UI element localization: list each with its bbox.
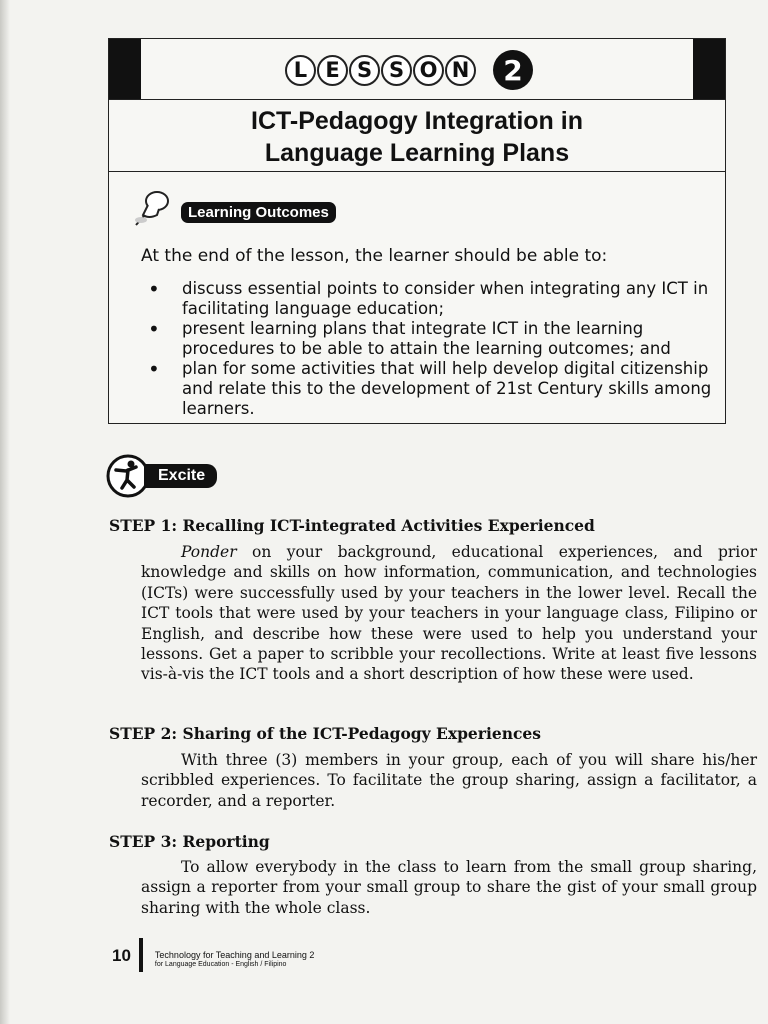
learning-outcomes-header bbox=[131, 187, 336, 231]
lesson-banner bbox=[109, 39, 725, 100]
lesson-letter: N bbox=[445, 55, 476, 86]
step-1-heading: STEP 1: Recalling ICT-integrated Activities Experienced bbox=[109, 516, 595, 535]
footer-divider bbox=[139, 938, 143, 972]
step-2-text bbox=[141, 750, 757, 811]
list-item: • discuss essential points to consider when integrating any ICT in facilitating language education; bbox=[141, 279, 721, 319]
lesson-letter: E bbox=[317, 55, 348, 86]
lesson-title-line: Language Learning Plans bbox=[264, 139, 570, 167]
lesson-label bbox=[285, 50, 533, 90]
step-2-heading: STEP 2: Sharing of the ICT-Pedagogy Experiences bbox=[109, 724, 542, 743]
page-number: 10 bbox=[112, 946, 131, 965]
banner-right-block bbox=[693, 39, 725, 99]
lesson-letter: O bbox=[413, 55, 444, 86]
lesson-letter: S bbox=[349, 55, 380, 86]
step-3-body: To allow everybody in the class to learn from the small group sharing, assign a reporter from your small group to share the gist of your small group sharing with the whole class. bbox=[141, 858, 757, 917]
step-3-text bbox=[141, 857, 757, 918]
excite-badge: Excite bbox=[144, 464, 217, 488]
page-spine-shadow bbox=[0, 0, 10, 1024]
banner-left-block bbox=[109, 39, 141, 99]
lesson-title-line: ICT-Pedagogy Integration in bbox=[251, 107, 583, 135]
footer-line-2: for Language Education - English / Filipino bbox=[154, 961, 287, 968]
footer-line-1: Technology for Teaching and Learning 2 bbox=[154, 950, 315, 960]
page-footer bbox=[112, 938, 314, 972]
footer-book-title bbox=[155, 950, 314, 970]
step-1-body: on your background, educational experiences, and prior knowledge and skills on how information, communication, and technologies (ICTs) were successfully used by your teachers in the lower level. Recall the ICT tools that were used by your teachers in your language class, Filipino or English, and describe how these were used to help you understand your lessons. Get a paper to scribble your recollections. Write at least five lessons vis-à-vis the ICT tools and a short description of how these were used. bbox=[141, 543, 757, 684]
outcomes-list bbox=[141, 279, 721, 419]
lesson-letter: S bbox=[381, 55, 412, 86]
excite-header bbox=[106, 454, 217, 498]
list-item: • present learning plans that integrate ICT in the learning procedures to be able to attain the learning outcomes; and bbox=[141, 319, 721, 359]
step-2-body: With three (3) members in your group, each of you will share his/her scribbled experiences. To facilitate the group sharing, assign a facilitator, a recorder, and a reporter. bbox=[141, 751, 757, 810]
step-3-heading: STEP 3: Reporting bbox=[109, 832, 270, 851]
lesson-header-box bbox=[108, 38, 726, 424]
lesson-title bbox=[109, 99, 725, 172]
step-1-emphasis: Ponder bbox=[181, 543, 237, 561]
list-item: • plan for some activities that will help develop digital citizenship and relate this to the development of 21st Century skills among learners. bbox=[141, 359, 721, 419]
outcomes-intro: At the end of the lesson, the learner should be able to: bbox=[141, 246, 608, 266]
learning-outcomes-badge: Learning Outcomes bbox=[181, 202, 336, 223]
pushpin-icon bbox=[131, 187, 175, 231]
lesson-letter: L bbox=[285, 55, 316, 86]
lesson-number: 2 bbox=[493, 50, 533, 90]
step-1-text bbox=[141, 542, 757, 685]
